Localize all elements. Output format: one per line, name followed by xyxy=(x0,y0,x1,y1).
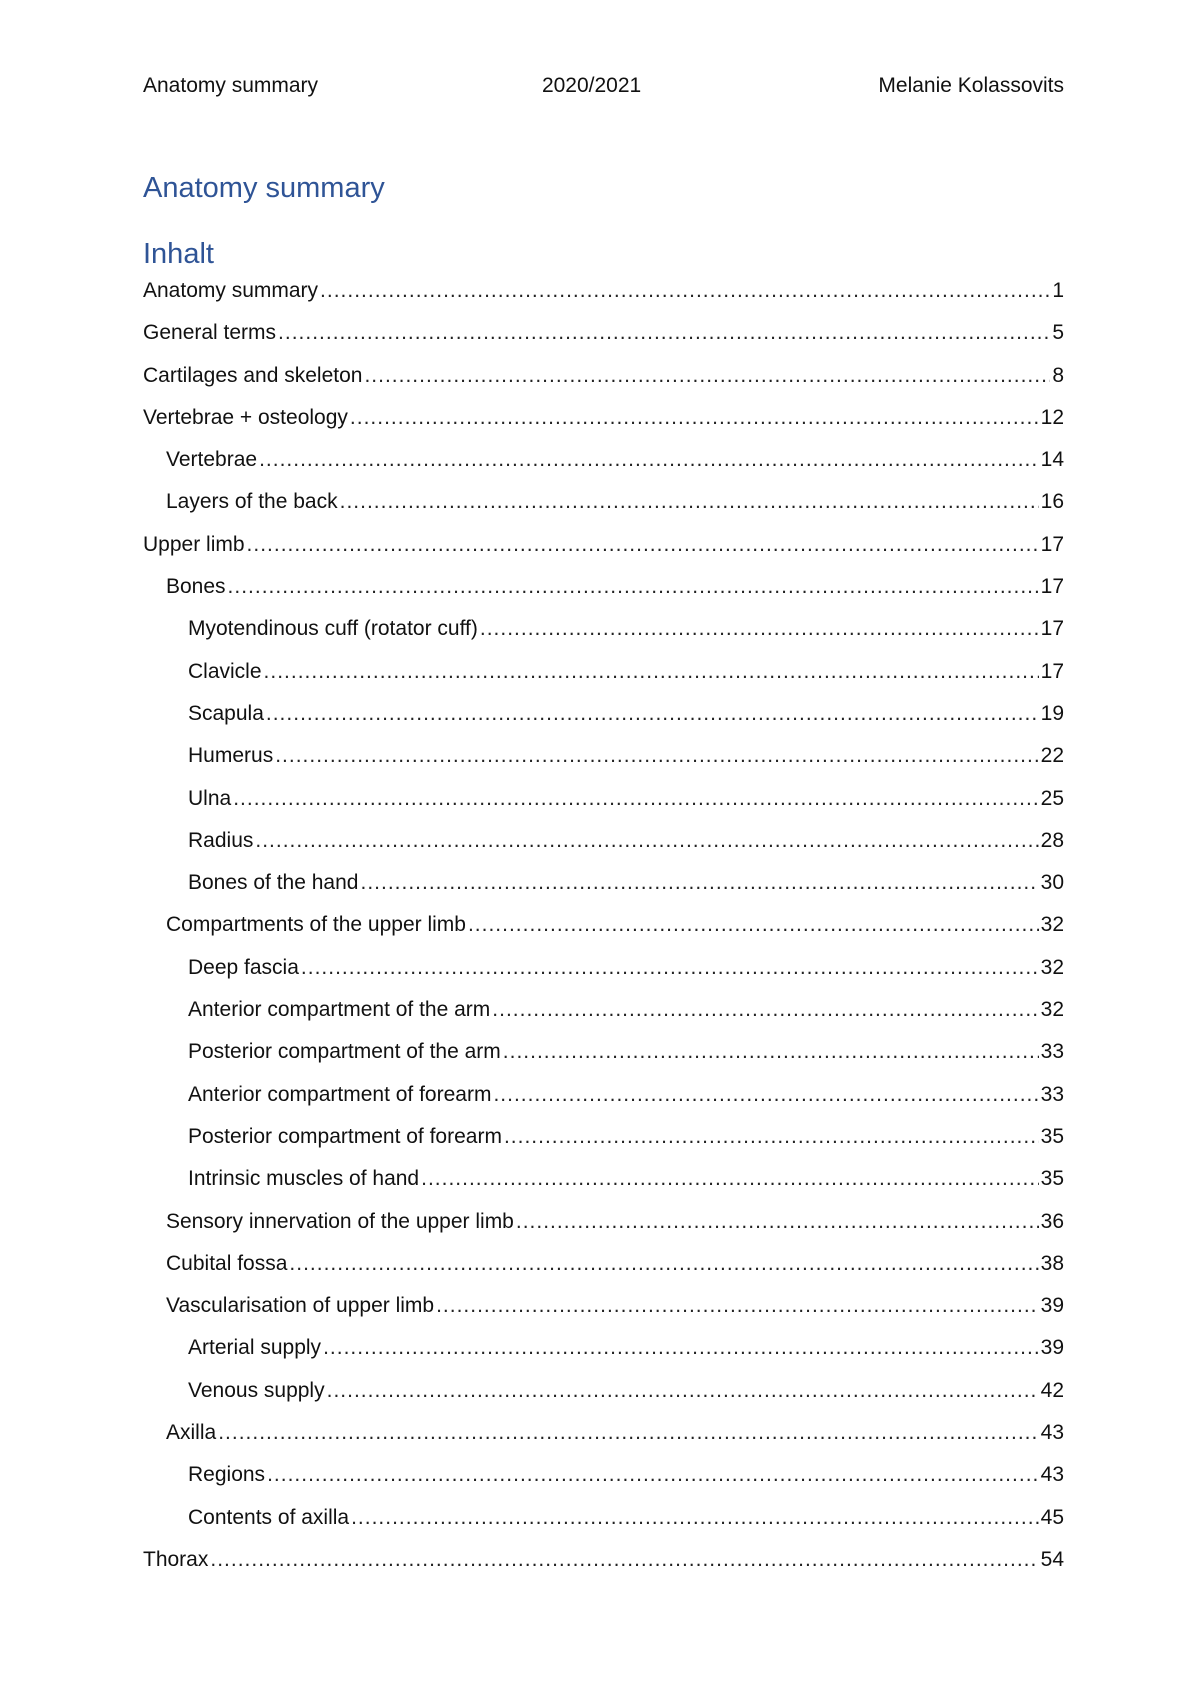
toc-entry[interactable] xyxy=(143,1379,1064,1421)
toc-entry[interactable] xyxy=(143,956,1064,998)
toc-entry-title: Myotendinous cuff (rotator cuff) xyxy=(188,617,478,641)
toc-dot-leader xyxy=(360,871,1038,895)
toc-entry-title: Cartilages and skeleton xyxy=(143,363,363,387)
toc-dot-leader xyxy=(327,1379,1039,1403)
toc-entry[interactable] xyxy=(143,1421,1064,1463)
toc-entry[interactable] xyxy=(143,1210,1064,1252)
toc-entry-title: Axilla xyxy=(166,1421,217,1445)
toc-entry-page-number: 12 xyxy=(1040,405,1064,429)
toc-entry-page-number: 17 xyxy=(1040,617,1064,641)
toc-entry-page-number: 33 xyxy=(1040,1040,1064,1064)
toc-entry[interactable] xyxy=(143,913,1064,955)
toc-dot-leader xyxy=(492,998,1038,1022)
toc-entry[interactable] xyxy=(143,787,1064,829)
toc-entry-page-number: 36 xyxy=(1040,1209,1064,1233)
toc-entry-page-number: 43 xyxy=(1040,1421,1064,1445)
toc-entry-title: Anterior compartment of the arm xyxy=(188,998,491,1022)
toc-entry-page-number: 32 xyxy=(1040,998,1064,1022)
toc-entry[interactable] xyxy=(143,1040,1064,1082)
toc-entry-title: Vascularisation of upper limb xyxy=(166,1294,435,1318)
toc-entry-title: Upper limb xyxy=(143,532,245,556)
toc-entry-title: Regions xyxy=(188,1463,266,1487)
toc-entry[interactable] xyxy=(143,448,1064,490)
toc-entry[interactable] xyxy=(143,1167,1064,1209)
toc-entry-page-number: 54 xyxy=(1040,1547,1064,1571)
toc-entry-page-number: 22 xyxy=(1040,744,1064,768)
toc-entry-page-number: 8 xyxy=(1052,363,1064,387)
toc-heading: Inhalt xyxy=(143,238,214,270)
toc-entry-title: Posterior compartment of forearm xyxy=(188,1124,502,1148)
toc-entry-title: General terms xyxy=(143,321,277,345)
toc-dot-leader xyxy=(210,1548,1038,1572)
toc-entry[interactable] xyxy=(143,279,1064,321)
toc-dot-leader xyxy=(255,829,1038,853)
toc-dot-leader xyxy=(351,1506,1039,1530)
toc-dot-leader xyxy=(320,279,1050,303)
toc-entry-page-number: 39 xyxy=(1040,1336,1064,1360)
toc-entry-page-number: 45 xyxy=(1040,1505,1064,1529)
toc-entry-page-number: 16 xyxy=(1040,490,1064,514)
toc-entry[interactable] xyxy=(143,744,1064,786)
toc-entry-page-number: 14 xyxy=(1040,448,1064,472)
toc-entry-title: Deep fascia xyxy=(188,955,299,979)
toc-entry-title: Scapula xyxy=(188,701,264,725)
toc-entry-page-number: 32 xyxy=(1040,913,1064,937)
toc-dot-leader xyxy=(267,1463,1039,1487)
toc-entry-page-number: 43 xyxy=(1040,1463,1064,1487)
toc-entry[interactable] xyxy=(143,1083,1064,1125)
toc-entry-page-number: 35 xyxy=(1040,1124,1064,1148)
toc-entry[interactable] xyxy=(143,575,1064,617)
toc-entry[interactable] xyxy=(143,1294,1064,1336)
toc-dot-leader xyxy=(266,702,1039,726)
toc-dot-leader xyxy=(323,1336,1039,1360)
toc-dot-leader xyxy=(493,1083,1038,1107)
toc-entry-title: Thorax xyxy=(143,1547,209,1571)
toc-entry-title: Humerus xyxy=(188,744,274,768)
toc-dot-leader xyxy=(468,913,1039,937)
toc-dot-leader xyxy=(350,406,1039,430)
toc-entry-page-number: 33 xyxy=(1040,1082,1064,1106)
toc-entry-title: Ulna xyxy=(188,786,232,810)
toc-dot-leader xyxy=(503,1040,1039,1064)
toc-entry-page-number: 30 xyxy=(1040,871,1064,895)
toc-dot-leader xyxy=(289,1252,1038,1276)
page-header xyxy=(143,74,1064,98)
toc-entry-page-number: 1 xyxy=(1052,279,1064,302)
toc-dot-leader xyxy=(480,617,1039,641)
toc-entry[interactable] xyxy=(143,321,1064,363)
toc-dot-leader xyxy=(436,1294,1039,1318)
toc-entry[interactable] xyxy=(143,1548,1064,1590)
toc-entry-title: Anatomy summary xyxy=(143,279,319,302)
toc-entry-title: Anterior compartment of forearm xyxy=(188,1082,492,1106)
toc-entry-title: Contents of axilla xyxy=(188,1505,350,1529)
toc-entry-page-number: 35 xyxy=(1040,1167,1064,1191)
toc-entry-page-number: 19 xyxy=(1040,701,1064,725)
toc-entry[interactable] xyxy=(143,998,1064,1040)
toc-entry[interactable] xyxy=(143,660,1064,702)
toc-entry-page-number: 17 xyxy=(1040,575,1064,599)
toc-entry[interactable] xyxy=(143,364,1064,406)
toc-entry-page-number: 5 xyxy=(1052,321,1064,345)
document-title: Anatomy summary xyxy=(143,172,385,204)
toc-entry[interactable] xyxy=(143,490,1064,532)
toc-entry-title: Venous supply xyxy=(188,1378,325,1402)
toc-entry-title: Bones of the hand xyxy=(188,871,359,895)
toc-dot-leader xyxy=(516,1210,1039,1234)
toc-dot-leader xyxy=(340,490,1039,514)
toc-entry-title: Cubital fossa xyxy=(166,1251,288,1275)
toc-entry[interactable] xyxy=(143,829,1064,871)
toc-dot-leader xyxy=(233,787,1038,811)
toc-entry[interactable] xyxy=(143,871,1064,913)
header-left-title: Anatomy summary xyxy=(143,74,319,97)
toc-entry[interactable] xyxy=(143,1336,1064,1378)
toc-dot-leader xyxy=(278,321,1050,345)
toc-dot-leader xyxy=(228,575,1039,599)
toc-entry[interactable] xyxy=(143,1506,1064,1548)
toc-entry-page-number: 28 xyxy=(1040,828,1064,852)
toc-entry[interactable] xyxy=(143,1252,1064,1294)
toc-entry-title: Vertebrae + osteology xyxy=(143,405,348,429)
toc-entry-page-number: 17 xyxy=(1040,659,1064,683)
toc-entry-page-number: 17 xyxy=(1040,532,1064,556)
toc-entry[interactable] xyxy=(143,702,1064,744)
toc-dot-leader xyxy=(275,744,1038,768)
toc-dot-leader xyxy=(259,448,1039,472)
toc-entry-title: Intrinsic muscles of hand xyxy=(188,1167,420,1191)
toc-entry[interactable] xyxy=(143,1463,1064,1505)
toc-entry-page-number: 42 xyxy=(1040,1378,1064,1402)
toc-entry[interactable] xyxy=(143,617,1064,659)
header-year: 2020/2021 xyxy=(541,74,642,97)
toc-entry[interactable] xyxy=(143,1125,1064,1167)
toc-entry-title: Layers of the back xyxy=(166,490,338,514)
toc-entry-title: Compartments of the upper limb xyxy=(166,913,466,937)
toc-dot-leader xyxy=(421,1167,1039,1191)
toc-entry-title: Vertebrae xyxy=(166,448,258,472)
toc-entry-title: Bones xyxy=(166,575,226,599)
table-of-contents xyxy=(143,279,1064,1590)
toc-entry-page-number: 38 xyxy=(1040,1251,1064,1275)
toc-entry-title: Sensory innervation of the upper limb xyxy=(166,1209,514,1233)
toc-dot-leader xyxy=(264,660,1039,684)
toc-entry-title: Radius xyxy=(188,828,254,852)
toc-entry-title: Clavicle xyxy=(188,659,262,683)
header-author: Melanie Kolassovits xyxy=(878,74,1064,97)
toc-dot-leader xyxy=(301,956,1039,980)
toc-entry-page-number: 39 xyxy=(1040,1294,1064,1318)
toc-entry-page-number: 25 xyxy=(1040,786,1064,810)
toc-dot-leader xyxy=(247,533,1039,557)
toc-entry[interactable] xyxy=(143,406,1064,448)
toc-entry-title: Posterior compartment of the arm xyxy=(188,1040,501,1064)
toc-dot-leader xyxy=(364,364,1050,388)
toc-entry[interactable] xyxy=(143,533,1064,575)
toc-dot-leader xyxy=(218,1421,1038,1445)
toc-dot-leader xyxy=(504,1125,1039,1149)
toc-entry-title: Arterial supply xyxy=(188,1336,322,1360)
toc-entry-page-number: 32 xyxy=(1040,955,1064,979)
